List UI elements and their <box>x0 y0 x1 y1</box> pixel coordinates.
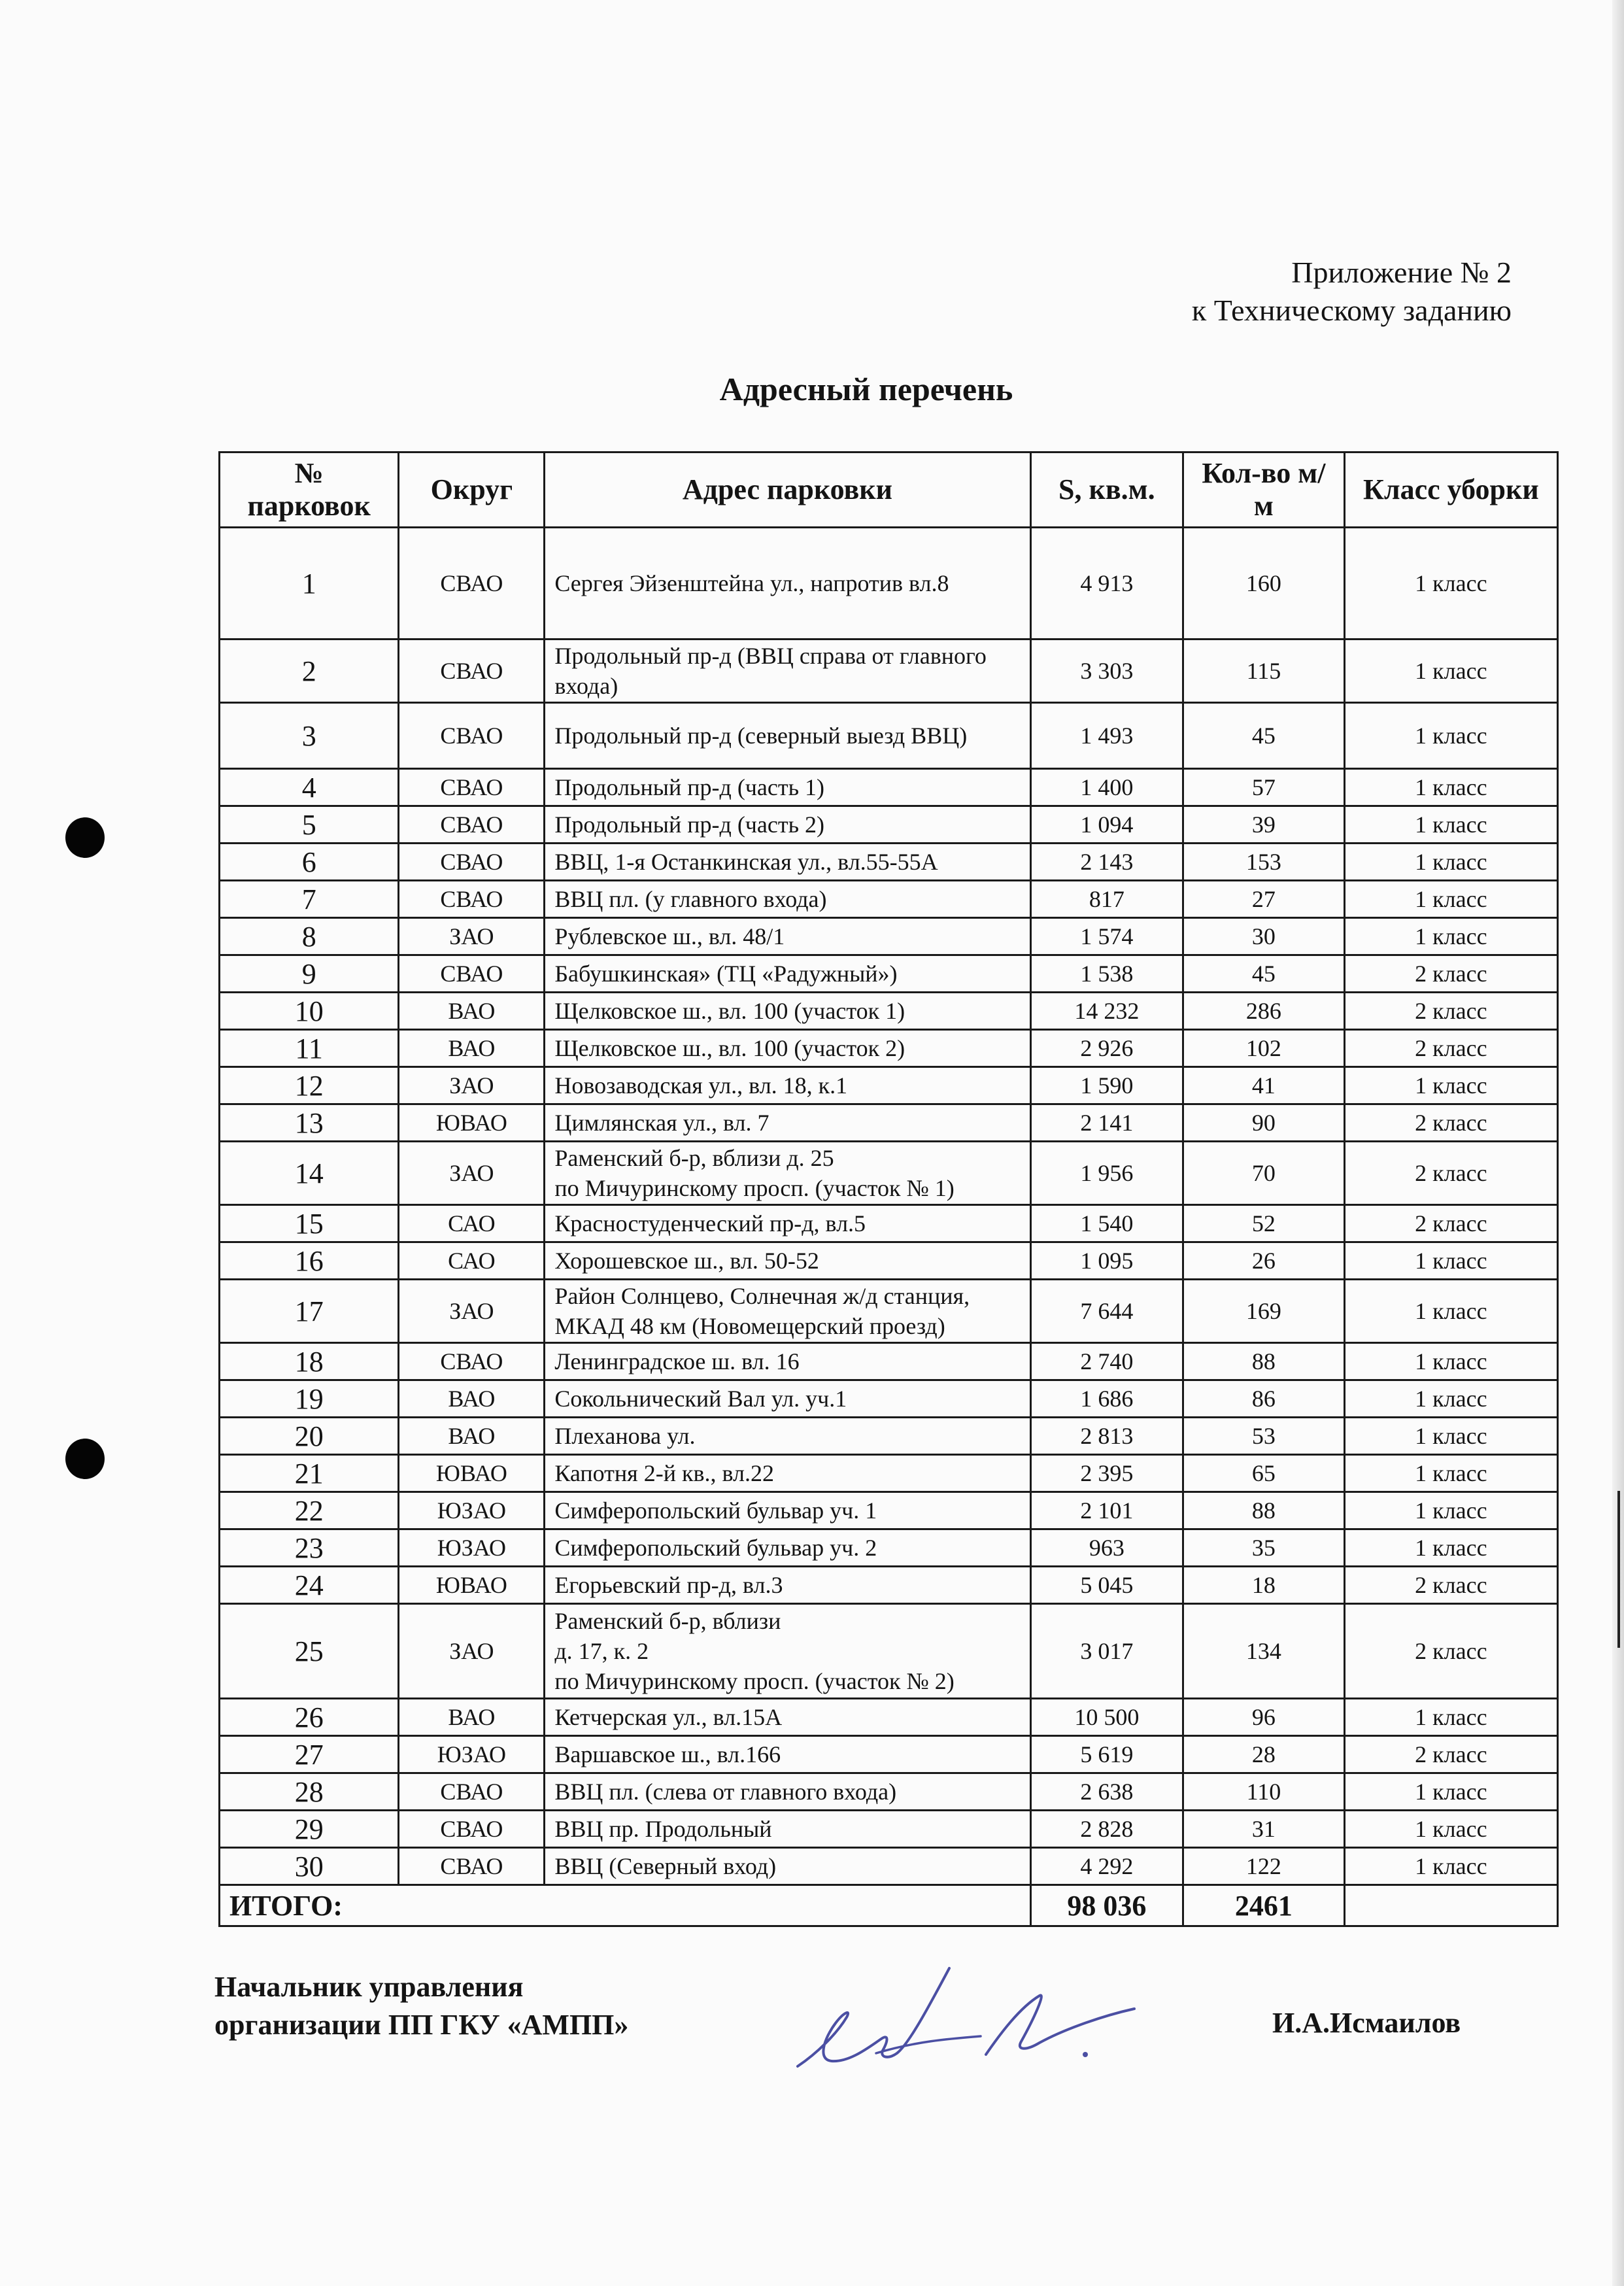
table-row <box>220 1492 1558 1529</box>
cell-address <box>545 1280 1030 1343</box>
cell-num: 17 <box>220 1280 399 1343</box>
cell-num: 21 <box>220 1455 399 1492</box>
table-row <box>220 1343 1558 1380</box>
handwritten-signature <box>778 1955 1144 2086</box>
cell-spaces: 26 <box>1183 1242 1345 1280</box>
cell-num: 20 <box>220 1418 399 1455</box>
cell-okrug: СВАО <box>399 1811 545 1848</box>
cell-num: 6 <box>220 844 399 881</box>
header-class: Класс уборки <box>1344 452 1557 528</box>
cell-area: 1 686 <box>1030 1380 1183 1418</box>
cell-area: 3 017 <box>1030 1604 1183 1699</box>
cell-address <box>545 1142 1030 1205</box>
cell-class: 2 класс <box>1344 955 1557 993</box>
cell-okrug: ЮЗАО <box>399 1529 545 1567</box>
cell-spaces: 110 <box>1183 1773 1345 1811</box>
cell-num: 1 <box>220 528 399 640</box>
cell-area: 2 740 <box>1030 1343 1183 1380</box>
cell-class: 1 класс <box>1344 918 1557 955</box>
cell-num: 28 <box>220 1773 399 1811</box>
cell-okrug: ЮВАО <box>399 1455 545 1492</box>
table-row <box>220 1280 1558 1343</box>
cell-okrug: ВАО <box>399 1030 545 1067</box>
cell-num: 27 <box>220 1736 399 1773</box>
punch-hole <box>65 1439 105 1479</box>
cell-num: 3 <box>220 703 399 769</box>
cell-class: 2 класс <box>1344 1205 1557 1242</box>
cell-spaces: 169 <box>1183 1280 1345 1343</box>
cell-class: 1 класс <box>1344 1242 1557 1280</box>
cell-area: 2 926 <box>1030 1030 1183 1067</box>
table-row <box>220 528 1558 640</box>
cell-area: 1 493 <box>1030 703 1183 769</box>
cell-okrug: САО <box>399 1205 545 1242</box>
header-spaces: Кол-во м/м <box>1183 452 1345 528</box>
cell-class: 1 класс <box>1344 640 1557 703</box>
cell-spaces: 53 <box>1183 1418 1345 1455</box>
cell-area: 5 619 <box>1030 1736 1183 1773</box>
table-row <box>220 640 1558 703</box>
cell-num: 22 <box>220 1492 399 1529</box>
cell-num: 15 <box>220 1205 399 1242</box>
table-row <box>220 1205 1558 1242</box>
address-table <box>218 451 1559 1927</box>
cell-area: 1 574 <box>1030 918 1183 955</box>
cell-class: 1 класс <box>1344 806 1557 844</box>
cell-spaces: 57 <box>1183 769 1345 806</box>
cell-area: 2 101 <box>1030 1492 1183 1529</box>
cell-address: ВВЦ, 1-я Останкинская ул., вл.55-55А <box>545 844 1030 881</box>
cell-area: 963 <box>1030 1529 1183 1567</box>
cell-area: 1 590 <box>1030 1067 1183 1104</box>
cell-spaces: 102 <box>1183 1030 1345 1067</box>
cell-num: 23 <box>220 1529 399 1567</box>
cell-class: 2 класс <box>1344 1736 1557 1773</box>
cell-address: Щелковское ш., вл. 100 (участок 1) <box>545 993 1030 1030</box>
cell-spaces: 18 <box>1183 1567 1345 1604</box>
table-row <box>220 1848 1558 1885</box>
cell-address-line: Район Солнцево, Солнечная ж/д станция, <box>554 1283 970 1309</box>
cell-area: 1 956 <box>1030 1142 1183 1205</box>
cell-class: 1 класс <box>1344 1811 1557 1848</box>
cell-area: 1 540 <box>1030 1205 1183 1242</box>
cell-okrug: СВАО <box>399 1848 545 1885</box>
cell-address: ВВЦ (Северный вход) <box>545 1848 1030 1885</box>
punch-hole <box>65 817 105 858</box>
cell-address-line: Раменский б-р, вблизи <box>554 1608 781 1634</box>
cell-okrug: СВАО <box>399 881 545 918</box>
cell-class: 1 класс <box>1344 769 1557 806</box>
cell-area: 1 095 <box>1030 1242 1183 1280</box>
table-row <box>220 1811 1558 1848</box>
cell-okrug: ЮВАО <box>399 1567 545 1604</box>
cell-area: 2 638 <box>1030 1773 1183 1811</box>
cell-num: 29 <box>220 1811 399 1848</box>
table-row <box>220 1067 1558 1104</box>
total-spaces: 2461 <box>1183 1885 1345 1926</box>
appendix-note <box>1192 254 1512 330</box>
cell-address: Цимлянская ул., вл. 7 <box>545 1104 1030 1142</box>
cell-area: 2 141 <box>1030 1104 1183 1142</box>
cell-okrug: СВАО <box>399 640 545 703</box>
cell-class: 1 класс <box>1344 1455 1557 1492</box>
table-row <box>220 955 1558 993</box>
cell-num: 5 <box>220 806 399 844</box>
total-row <box>220 1885 1558 1926</box>
cell-spaces: 115 <box>1183 640 1345 703</box>
cell-area: 1 538 <box>1030 955 1183 993</box>
table-row <box>220 993 1558 1030</box>
cell-num: 25 <box>220 1604 399 1699</box>
cell-address-line: по Мичуринскому просп. (участок № 1) <box>554 1175 955 1201</box>
cell-area: 7 644 <box>1030 1280 1183 1343</box>
table-row <box>220 1455 1558 1492</box>
cell-okrug: ВАО <box>399 1418 545 1455</box>
cell-spaces: 286 <box>1183 993 1345 1030</box>
cell-address-line: по Мичуринскому просп. (участок № 2) <box>554 1668 955 1694</box>
cell-spaces: 86 <box>1183 1380 1345 1418</box>
cell-address: Капотня 2-й кв., вл.22 <box>545 1455 1030 1492</box>
cell-okrug: СВАО <box>399 769 545 806</box>
cell-spaces: 88 <box>1183 1492 1345 1529</box>
cell-address: Продольный пр-д (северный выезд ВВЦ) <box>545 703 1030 769</box>
cell-spaces: 39 <box>1183 806 1345 844</box>
cell-okrug: ЮЗАО <box>399 1736 545 1773</box>
cell-class: 2 класс <box>1344 1567 1557 1604</box>
header-num: № парковок <box>220 452 399 528</box>
cell-address-line: МКАД 48 км (Новомещерский проезд) <box>554 1313 945 1339</box>
cell-spaces: 27 <box>1183 881 1345 918</box>
cell-num: 10 <box>220 993 399 1030</box>
cell-num: 9 <box>220 955 399 993</box>
table-row <box>220 1104 1558 1142</box>
cell-class: 1 класс <box>1344 703 1557 769</box>
cell-num: 18 <box>220 1343 399 1380</box>
header-address: Адрес парковки <box>545 452 1030 528</box>
cell-okrug: СВАО <box>399 844 545 881</box>
cell-spaces: 90 <box>1183 1104 1345 1142</box>
cell-num: 2 <box>220 640 399 703</box>
cell-address: Хорошевское ш., вл. 50-52 <box>545 1242 1030 1280</box>
cell-num: 4 <box>220 769 399 806</box>
cell-spaces: 96 <box>1183 1699 1345 1736</box>
cell-class: 1 класс <box>1344 881 1557 918</box>
cell-okrug: ЗАО <box>399 1067 545 1104</box>
cell-spaces: 88 <box>1183 1343 1345 1380</box>
page-edge-shadow <box>1612 0 1624 2286</box>
cell-address: Щелковское ш., вл. 100 (участок 2) <box>545 1030 1030 1067</box>
cell-spaces: 35 <box>1183 1529 1345 1567</box>
cell-area: 4 913 <box>1030 528 1183 640</box>
cell-address: Кетчерская ул., вл.15А <box>545 1699 1030 1736</box>
cell-area: 1 094 <box>1030 806 1183 844</box>
cell-class: 1 класс <box>1344 1343 1557 1380</box>
cell-address: Егорьевский пр-д, вл.3 <box>545 1567 1030 1604</box>
cell-address: ВВЦ пл. (у главного входа) <box>545 881 1030 918</box>
cell-okrug: ВАО <box>399 993 545 1030</box>
signer-title-line-1: Начальник управления <box>214 1971 524 2003</box>
table-row <box>220 1242 1558 1280</box>
table-row <box>220 769 1558 806</box>
table-row <box>220 1529 1558 1567</box>
cell-spaces: 160 <box>1183 528 1345 640</box>
cell-class: 2 класс <box>1344 1104 1557 1142</box>
cell-okrug: СВАО <box>399 703 545 769</box>
cell-address: Продольный пр-д (часть 2) <box>545 806 1030 844</box>
cell-area: 1 400 <box>1030 769 1183 806</box>
table-row <box>220 1030 1558 1067</box>
cell-address-line: Раменский б-р, вблизи д. 25 <box>554 1145 834 1171</box>
cell-address: Варшавское ш., вл.166 <box>545 1736 1030 1773</box>
cell-class: 2 класс <box>1344 1030 1557 1067</box>
cell-address: ВВЦ пл. (слева от главного входа) <box>545 1773 1030 1811</box>
cell-spaces: 30 <box>1183 918 1345 955</box>
cell-okrug: СВАО <box>399 955 545 993</box>
cell-okrug: ЮЗАО <box>399 1492 545 1529</box>
cell-address: ВВЦ пр. Продольный <box>545 1811 1030 1848</box>
signer-title <box>214 1968 628 2044</box>
table-row <box>220 1773 1558 1811</box>
cell-area: 2 143 <box>1030 844 1183 881</box>
cell-class: 2 класс <box>1344 993 1557 1030</box>
cell-class: 2 класс <box>1344 1142 1557 1205</box>
cell-area: 4 292 <box>1030 1848 1183 1885</box>
appendix-line-2: к Техническому заданию <box>1191 294 1512 327</box>
cell-address: Сокольнический Вал ул. уч.1 <box>545 1380 1030 1418</box>
table-row <box>220 1142 1558 1205</box>
cell-class: 1 класс <box>1344 1529 1557 1567</box>
cell-area: 5 045 <box>1030 1567 1183 1604</box>
cell-spaces: 31 <box>1183 1811 1345 1848</box>
cell-okrug: СВАО <box>399 1773 545 1811</box>
table-row <box>220 1699 1558 1736</box>
cell-okrug: ЮВАО <box>399 1104 545 1142</box>
cell-area: 10 500 <box>1030 1699 1183 1736</box>
cell-num: 7 <box>220 881 399 918</box>
cell-okrug: ЗАО <box>399 1604 545 1699</box>
cell-address: Симферопольский бульвар уч. 2 <box>545 1529 1030 1567</box>
table-row <box>220 881 1558 918</box>
cell-address: Ленинградское ш. вл. 16 <box>545 1343 1030 1380</box>
page-edge-mark <box>1617 1491 1620 1648</box>
cell-okrug: СВАО <box>399 528 545 640</box>
cell-address: Симферопольский бульвар уч. 1 <box>545 1492 1030 1529</box>
total-area: 98 036 <box>1030 1885 1183 1926</box>
cell-address: Бабушкинская» (ТЦ «Радужный») <box>545 955 1030 993</box>
cell-okrug: СВАО <box>399 806 545 844</box>
cell-area: 817 <box>1030 881 1183 918</box>
table-row <box>220 844 1558 881</box>
header-area: S, кв.м. <box>1030 452 1183 528</box>
total-class-empty <box>1344 1885 1557 1926</box>
cell-area: 14 232 <box>1030 993 1183 1030</box>
cell-num: 11 <box>220 1030 399 1067</box>
cell-okrug: ВАО <box>399 1699 545 1736</box>
cell-address: Продольный пр-д (часть 1) <box>545 769 1030 806</box>
cell-class: 1 класс <box>1344 1773 1557 1811</box>
table-row <box>220 1736 1558 1773</box>
cell-spaces: 41 <box>1183 1067 1345 1104</box>
cell-num: 12 <box>220 1067 399 1104</box>
signer-name: И.А.Исмаилов <box>1272 2007 1461 2039</box>
header-okrug: Округ <box>399 452 545 528</box>
cell-address: Рублевское ш., вл. 48/1 <box>545 918 1030 955</box>
cell-spaces: 122 <box>1183 1848 1345 1885</box>
table-row <box>220 1604 1558 1699</box>
table-row <box>220 1567 1558 1604</box>
cell-area: 3 303 <box>1030 640 1183 703</box>
cell-num: 14 <box>220 1142 399 1205</box>
cell-area: 2 828 <box>1030 1811 1183 1848</box>
cell-spaces: 153 <box>1183 844 1345 881</box>
cell-num: 19 <box>220 1380 399 1418</box>
cell-class: 2 класс <box>1344 1604 1557 1699</box>
cell-num: 8 <box>220 918 399 955</box>
cell-class: 1 класс <box>1344 1067 1557 1104</box>
cell-address: Сергея Эйзенштейна ул., напротив вл.8 <box>545 528 1030 640</box>
table-row <box>220 703 1558 769</box>
cell-address-line: д. 17, к. 2 <box>554 1638 649 1664</box>
cell-area: 2 395 <box>1030 1455 1183 1492</box>
cell-okrug: СВАО <box>399 1343 545 1380</box>
cell-class: 1 класс <box>1344 1280 1557 1343</box>
appendix-line-1: Приложение № 2 <box>1291 256 1512 289</box>
cell-class: 1 класс <box>1344 1699 1557 1736</box>
cell-num: 16 <box>220 1242 399 1280</box>
cell-okrug: ЗАО <box>399 918 545 955</box>
cell-class: 1 класс <box>1344 1418 1557 1455</box>
cell-num: 24 <box>220 1567 399 1604</box>
cell-spaces: 45 <box>1183 955 1345 993</box>
cell-okrug: ЗАО <box>399 1280 545 1343</box>
table-row <box>220 806 1558 844</box>
cell-class: 1 класс <box>1344 1380 1557 1418</box>
cell-area: 2 813 <box>1030 1418 1183 1455</box>
cell-spaces: 65 <box>1183 1455 1345 1492</box>
cell-num: 30 <box>220 1848 399 1885</box>
cell-class: 1 класс <box>1344 844 1557 881</box>
total-label: ИТОГО: <box>220 1885 1031 1926</box>
document-title: Адресный перечень <box>719 371 1013 407</box>
table-row <box>220 1418 1558 1455</box>
cell-address: Красностуденческий пр-д, вл.5 <box>545 1205 1030 1242</box>
signer-title-line-2: организации ПП ГКУ «АМПП» <box>214 2009 629 2041</box>
cell-address <box>545 1604 1030 1699</box>
cell-address: Продольный пр-д (ВВЦ справа от главного входа) <box>545 640 1030 703</box>
cell-num: 13 <box>220 1104 399 1142</box>
cell-class: 1 класс <box>1344 1492 1557 1529</box>
table-row <box>220 918 1558 955</box>
cell-address: Новозаводская ул., вл. 18, к.1 <box>545 1067 1030 1104</box>
cell-class: 1 класс <box>1344 528 1557 640</box>
cell-spaces: 28 <box>1183 1736 1345 1773</box>
cell-okrug: САО <box>399 1242 545 1280</box>
cell-spaces: 134 <box>1183 1604 1345 1699</box>
cell-spaces: 70 <box>1183 1142 1345 1205</box>
cell-class: 1 класс <box>1344 1848 1557 1885</box>
cell-num: 26 <box>220 1699 399 1736</box>
cell-address: Плеханова ул. <box>545 1418 1030 1455</box>
cell-okrug: ВАО <box>399 1380 545 1418</box>
cell-spaces: 45 <box>1183 703 1345 769</box>
table-row <box>220 1380 1558 1418</box>
cell-okrug: ЗАО <box>399 1142 545 1205</box>
cell-spaces: 52 <box>1183 1205 1345 1242</box>
table-header-row <box>220 452 1558 528</box>
